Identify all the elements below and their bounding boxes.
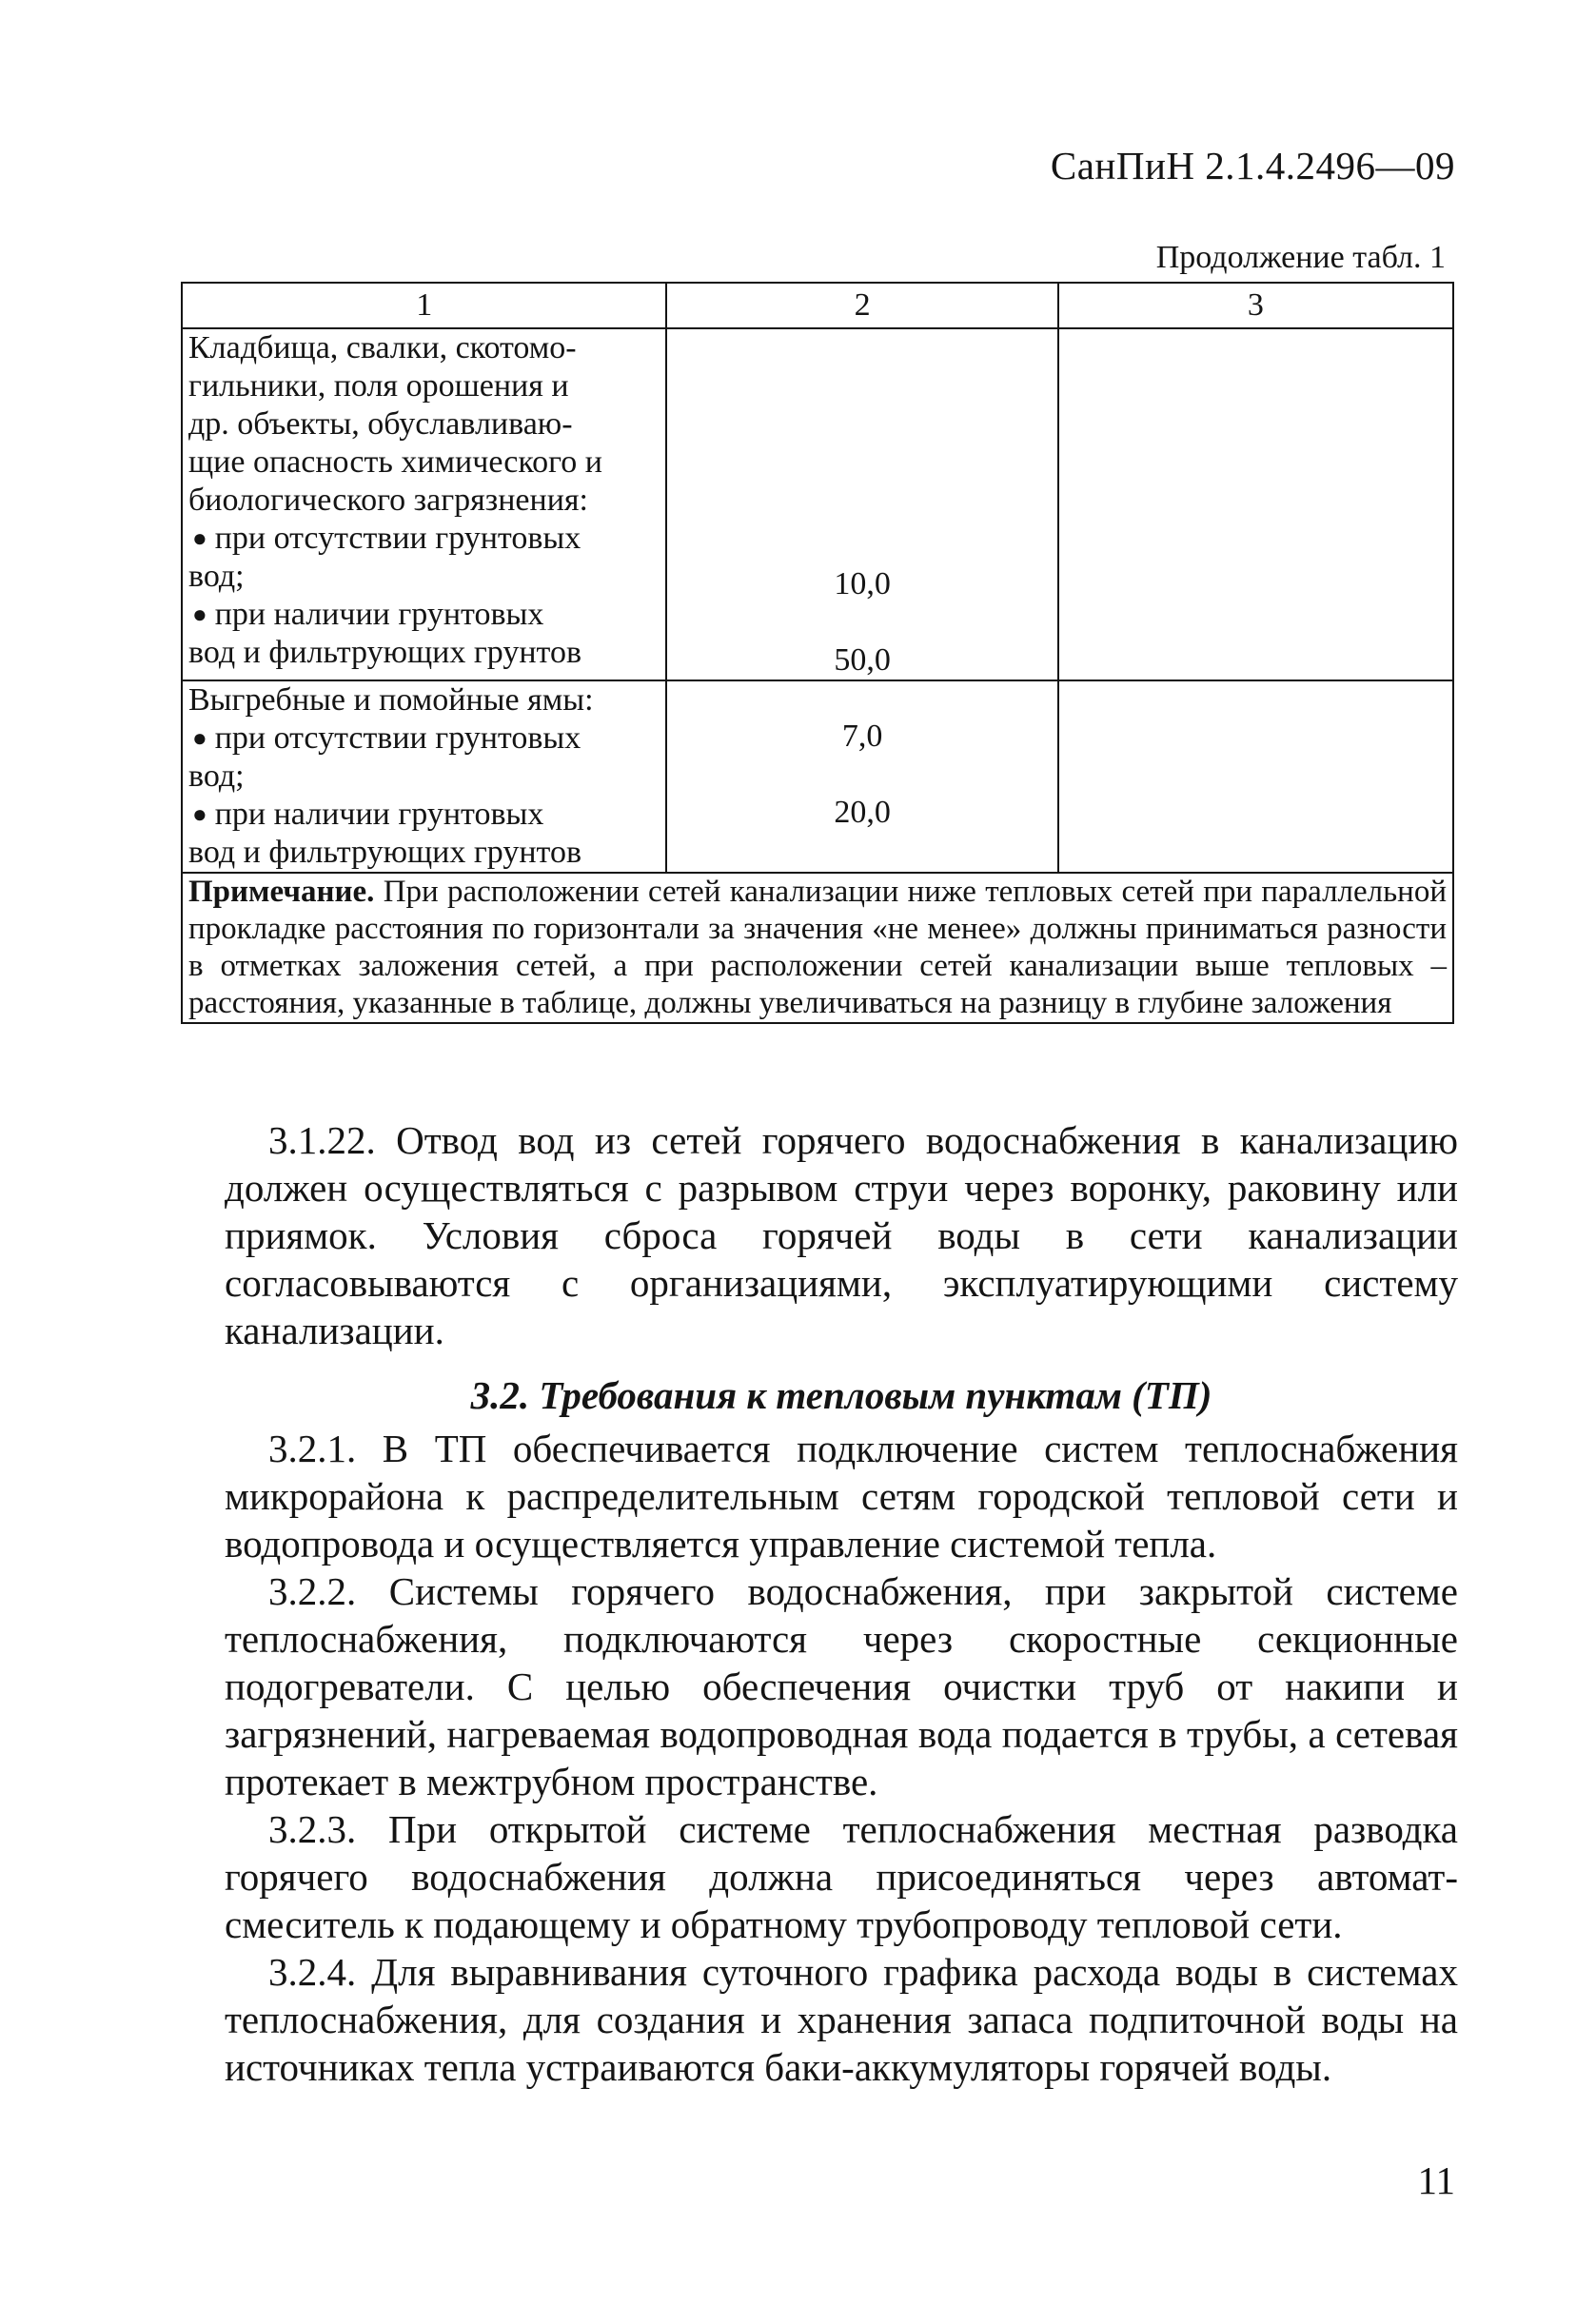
row-title-line: Кладбища, свалки, скотомо- (188, 330, 577, 365)
page-number: 11 (1417, 2158, 1455, 2202)
document-code: СанПиН 2.1.4.2496—09 (1050, 144, 1455, 187)
row-values (666, 680, 1057, 873)
section-heading: 3.2. Требования к тепловым пунктам (ТП) (470, 1373, 1212, 1417)
item-text: при наличии грунтовых (214, 597, 544, 632)
distance-value: 20,0 (834, 795, 891, 830)
body-text (225, 1116, 1458, 2091)
row-values (666, 328, 1057, 680)
row-description (182, 680, 666, 873)
bullet-icon: ● (192, 524, 207, 552)
item-text: при отсутствии грунтовых (214, 521, 581, 556)
item-text-continued: вод и фильтрующих грунтов (188, 835, 581, 870)
paragraph-3-2-4: 3.2.4. Для выравнивания суточного графика расхода воды в системах теплоснабжения, для создания и хранения запаса подпиточной воды на источниках тепла устраиваются баки-аккумуляторы горячей воды. (225, 1950, 1458, 2089)
paragraph-3-2-2: 3.2.2. Системы горячего водоснабжения, при закрытой системе теплоснабжения, подключаются через скоростные секционные подогреватели. С целью обеспечения очистки труб от накипи и загрязнений, нагреваемая водопроводная вода подается в трубы, а сетевая протекает в межтрубном пространстве. (225, 1569, 1458, 1803)
column-header-3: 3 (1058, 283, 1453, 328)
table-continuation-label: Продолжение табл. 1 (1155, 240, 1446, 275)
column-header-2: 2 (666, 283, 1057, 328)
distance-value: 10,0 (834, 566, 891, 601)
table-row-cesspools (182, 680, 1453, 873)
item-text-continued: вод; (188, 559, 245, 594)
distance-value: 50,0 (834, 642, 891, 678)
list-item (188, 719, 660, 758)
column-header-1: 1 (182, 283, 666, 328)
paragraph-3-2-3: 3.2.3. При открытой системе теплоснабжения местная разводка горячего водоснабжения должна присоединяться через автомат-смеситель к подающему и обратному трубопроводу тепловой сети. (225, 1807, 1458, 1946)
row-title-line: биологического загрязнения: (188, 483, 588, 518)
table-header-row (182, 283, 1453, 328)
distance-value: 7,0 (841, 719, 883, 754)
table-note (182, 873, 1453, 1023)
bullet-icon: ● (192, 724, 207, 752)
item-text: при наличии грунтовых (214, 797, 544, 832)
item-text: при отсутствии грунтовых (214, 720, 581, 756)
paragraph-3-2-1: 3.2.1. В ТП обеспечивается подключение систем теплоснабжения микрорайона к распределительным сетям городской тепловой сети и водопровода и осуществляется управление системой тепла. (225, 1427, 1458, 1566)
bullet-icon: ● (192, 800, 207, 828)
note-text: При расположении сетей канализации ниже тепловых сетей при параллельной прокладке расстояния по горизонтали за значения «не менее» должны приниматься разности в отметках заложения сетей, а при расположении сетей канализации выше тепловых – расстояния, указанные в таблице, должны увеличиваться на разницу в глубине заложения (188, 875, 1447, 1020)
table-row-cemeteries (182, 328, 1453, 680)
item-text-continued: вод и фильтрующих грунтов (188, 635, 581, 670)
bullet-icon: ● (192, 601, 207, 628)
item-text-continued: вод; (188, 758, 245, 794)
row-title-line: щие опасность химического и (188, 444, 602, 480)
list-item (188, 596, 660, 634)
row-title-line: гильники, поля орошения и (188, 368, 569, 404)
table-note-row (182, 873, 1453, 1023)
row-title-line: Выгребные и помойные ямы: (188, 682, 594, 718)
row-empty-cell (1058, 680, 1453, 873)
row-description (182, 328, 666, 680)
distance-table (181, 282, 1454, 1024)
list-item (188, 796, 660, 834)
paragraph-3-1-22: 3.1.22. Отвод вод из сетей горячего водоснабжения в канализацию должен осуществляться с разрывом струи через воронку, раковину или приямок. Условия сброса горячей воды в сети канализации согласовываются с организациями, эксплуатирующими систему канализации. (225, 1118, 1458, 1352)
row-empty-cell (1058, 328, 1453, 680)
list-item (188, 520, 660, 558)
row-title-line: др. объекты, обуславливаю- (188, 406, 573, 442)
note-label: Примечание. (188, 875, 375, 909)
